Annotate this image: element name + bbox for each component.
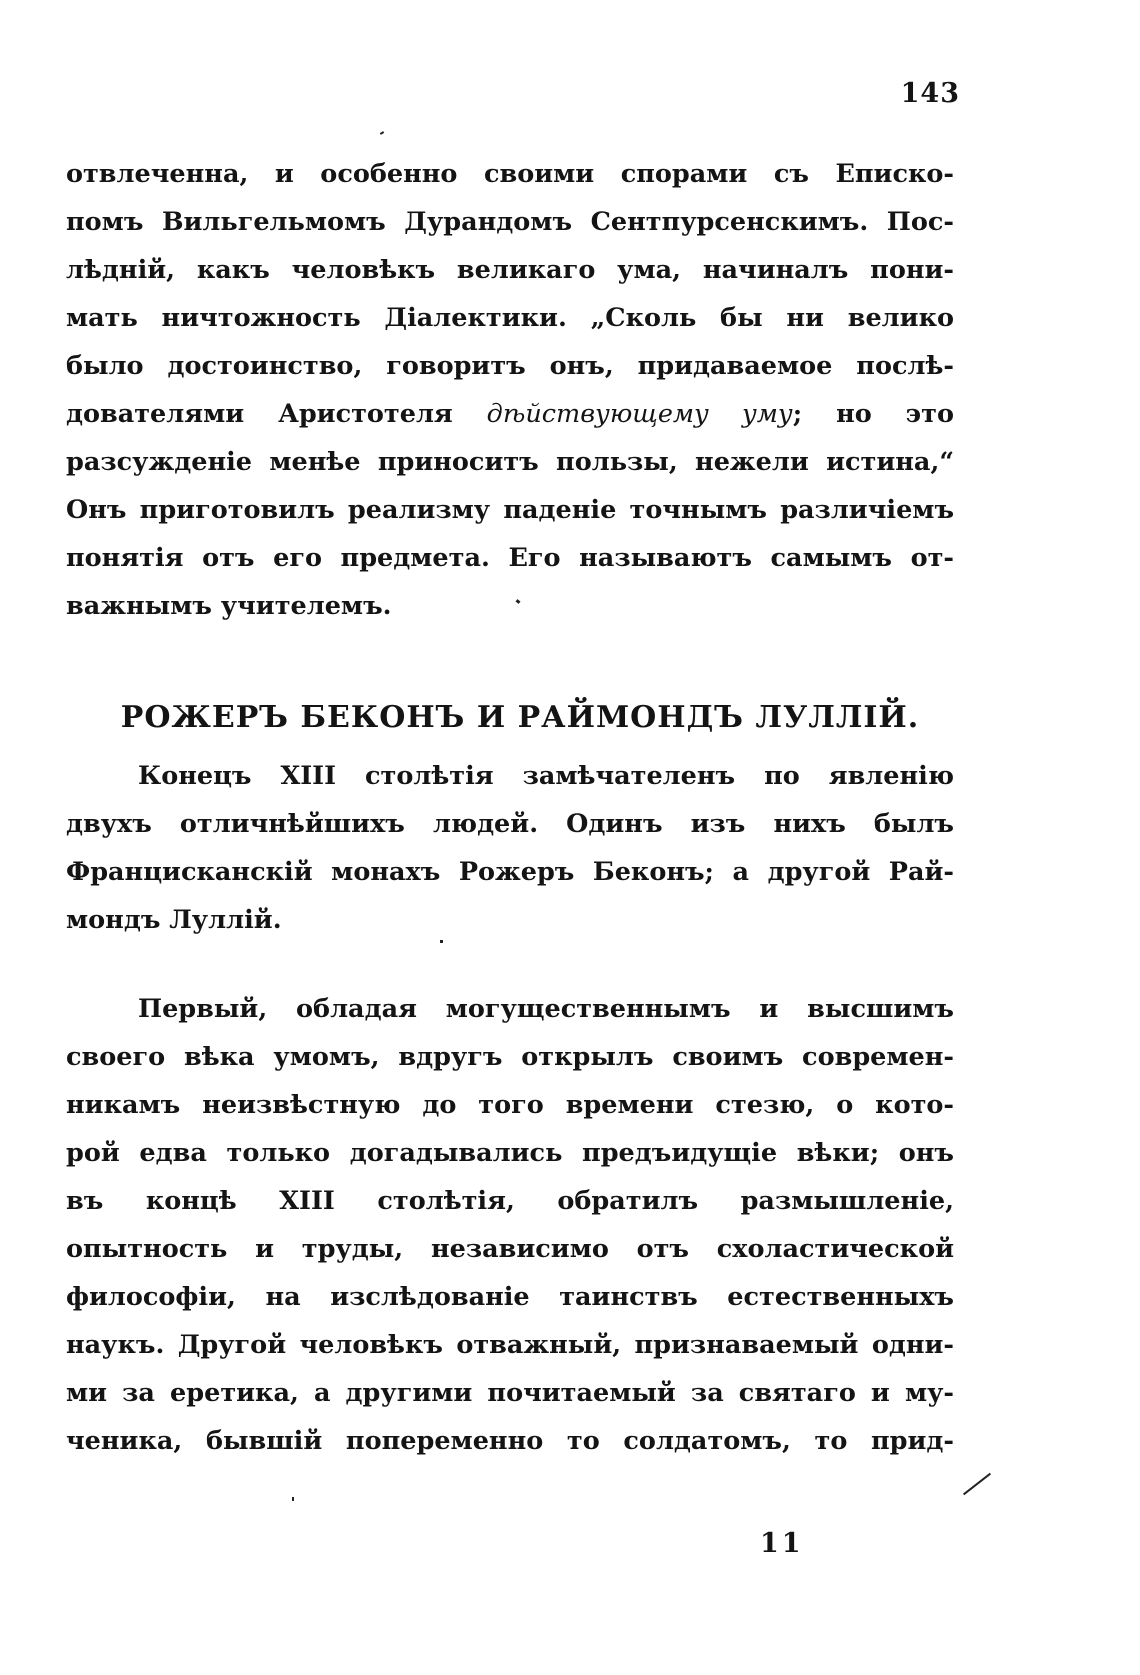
text-line: рой едва только догадывались предъидущіе вѣки; онъ [66, 1138, 954, 1168]
text-line: своего вѣка умомъ, вдругъ открылъ своимъ современ- [66, 1042, 954, 1072]
scan-speck [292, 1497, 294, 1501]
paragraph-2 [66, 752, 954, 944]
section-heading: РОЖЕРЪ БЕКОНЪ И РАЙМОНДЪ ЛУЛЛІЙ. [120, 700, 920, 735]
text-line: никамъ неизвѣстную до того времени стезю, о кото- [66, 1090, 954, 1120]
text-line: важнымъ учителемъ. [66, 591, 392, 621]
scan-speck [963, 1473, 991, 1496]
scan-speck [380, 131, 384, 135]
text-line: наукъ. Другой человѣкъ отважный, признаваемый одни- [66, 1330, 954, 1360]
paragraph-1 [66, 150, 954, 630]
text-line: въ концѣ XIII столѣтія, обратилъ размышленіе, [66, 1186, 954, 1216]
italic-phrase: дѣйствующему уму [486, 399, 793, 429]
text-line-with-italic [66, 390, 954, 438]
page-number: 143 [900, 78, 960, 109]
text-line: двухъ отличнѣйшихъ людей. Одинъ изъ нихъ былъ [66, 809, 954, 839]
text-line: разсужденіе менѣе приноситъ пользы, нежели истина,“ [66, 447, 954, 477]
text-line: философіи, на изслѣдованіе таинствъ естественныхъ [66, 1282, 954, 1312]
text-line: ми за еретика, а другими почитаемый за святаго и му- [66, 1378, 954, 1408]
text-line: ченика, бывшій попеременно то солдатомъ, то прид- [66, 1426, 954, 1456]
signature-mark: 11 [760, 1528, 804, 1559]
scan-speck [440, 940, 443, 943]
text-line: помъ Вильгельмомъ Дурандомъ Сентпурсенскимъ. Пос- [66, 207, 954, 237]
text-line: Первый, обладая могущественнымъ и высшимъ [138, 994, 954, 1024]
text-line: Францисканскій монахъ Рожеръ Беконъ; а другой Рай- [66, 857, 954, 887]
text-fragment: дователями Аристотеля [66, 399, 487, 429]
text-line: мать ничтожность Діалектики. „Сколь бы ни велико [66, 303, 954, 333]
text-line: было достоинство, говоритъ онъ, придаваемое послѣ- [66, 351, 954, 381]
text-line: опытность и труды, независимо отъ схоластической [66, 1234, 954, 1264]
text-line: понятія отъ его предмета. Его называютъ самымъ от- [66, 543, 954, 573]
text-line: лѣдній, какъ человѣкъ великаго ума, начиналъ пони- [66, 255, 954, 285]
text-line: мондъ Луллій. [66, 905, 282, 935]
text-line: Конецъ XIII столѣтія замѣчателенъ по явленію [138, 761, 954, 791]
paragraph-3 [66, 985, 954, 1465]
text-line: отвлеченна, и особенно своими спорами съ Еписко- [66, 159, 954, 189]
text-fragment: ; но это [792, 399, 954, 429]
text-line: Онъ приготовилъ реализму паденіе точнымъ различіемъ [66, 495, 954, 525]
